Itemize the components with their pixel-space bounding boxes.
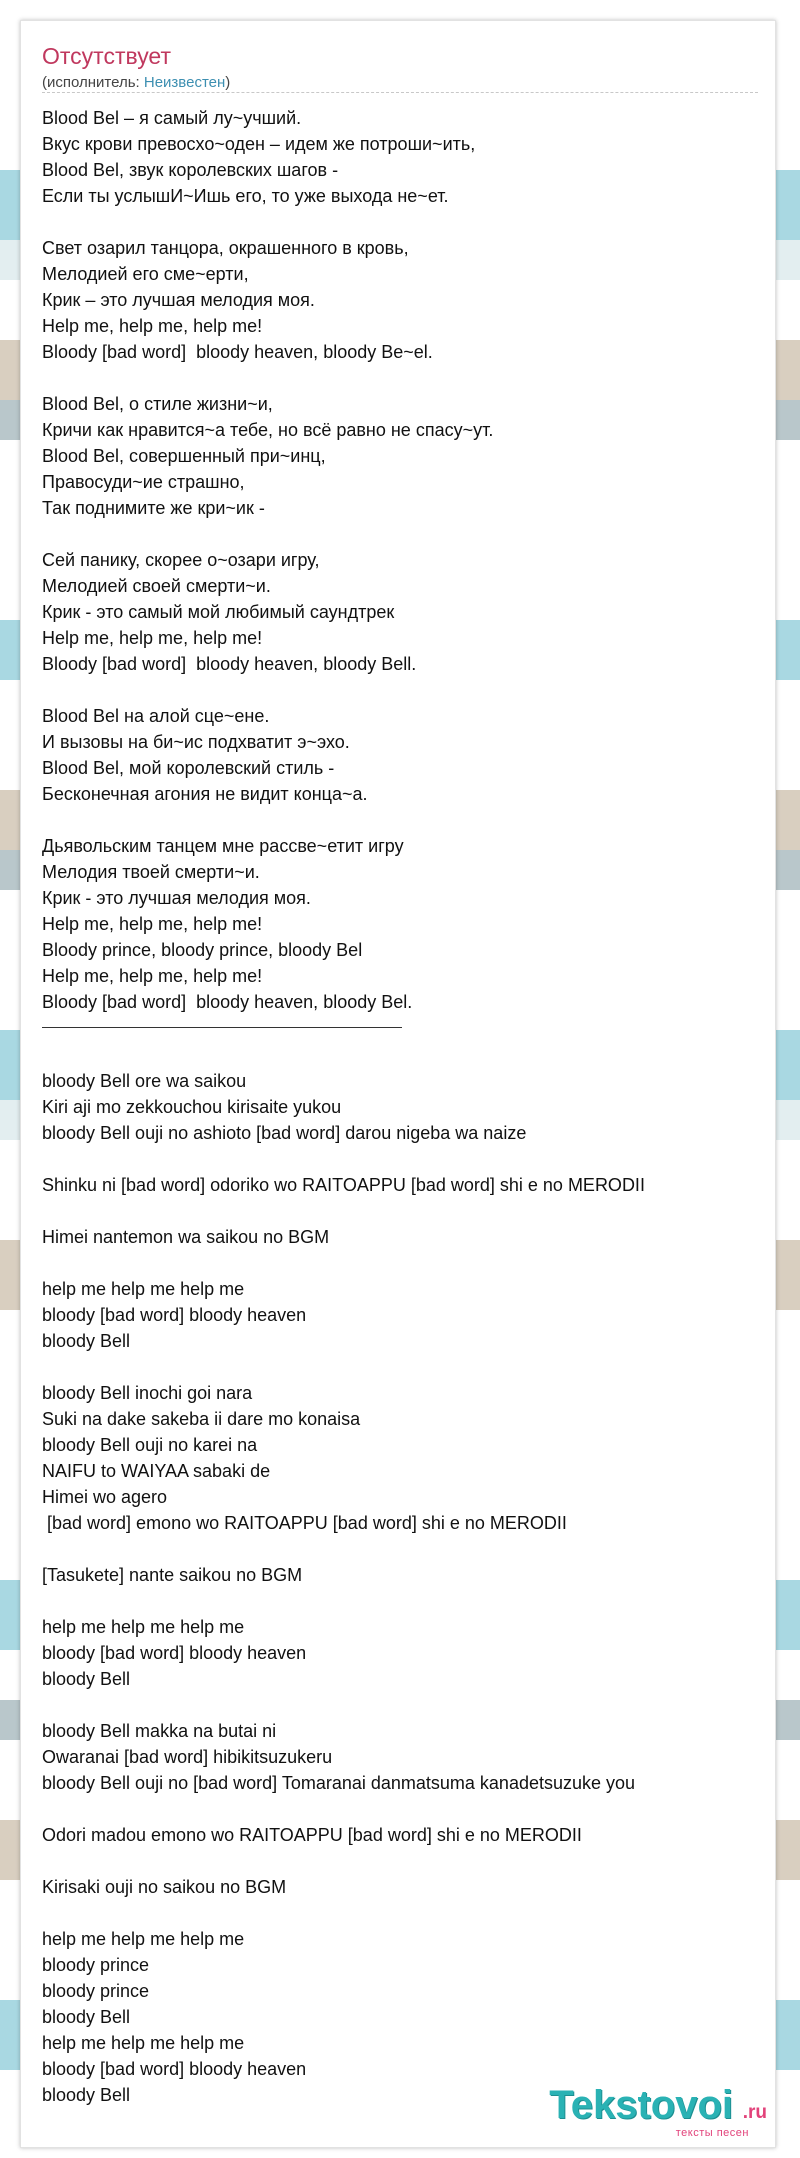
lyrics-stanza: [42, 1276, 762, 1354]
lyrics-line: Owaranai [bad word] hibikitsuzukeru: [42, 1747, 333, 1767]
lyrics-stanza: [42, 1614, 762, 1692]
lyrics-line: bloody Bell ouji no [bad word] Tomaranai danmatsuma kanadetsuzuke you: [42, 1773, 636, 1793]
logo-name: Tekstovoi: [549, 2083, 733, 2127]
lyrics-stanza: [42, 1718, 762, 1796]
lyrics-line: bloody prince: [42, 1955, 150, 1975]
lyrics-line: Kiri aji mo zekkouchou kirisaite yukou: [42, 1097, 342, 1117]
lyrics-romaji: [42, 1068, 762, 2108]
lyrics-line: Мелодия твоей смерти~и.: [42, 862, 260, 882]
lyrics-stanza: [42, 1172, 762, 1198]
lyrics-line: Blood Bel – я самый лу~учший.: [42, 108, 302, 128]
lyrics-stanza: [42, 1874, 762, 1900]
lyrics-stanza: [42, 1380, 762, 1536]
lyrics-stanza: [42, 833, 762, 1015]
lyrics-line: Bloody prince, bloody prince, bloody Bel: [42, 940, 363, 960]
lyrics-stanza: [42, 105, 762, 209]
lyrics-line: bloody [bad word] bloody heaven: [42, 2059, 307, 2079]
lyrics-stanza: [42, 391, 762, 521]
lyrics-line: bloody Bell ouji no karei na: [42, 1435, 258, 1455]
lyrics-line: bloody [bad word] bloody heaven: [42, 1643, 307, 1663]
logo-tagline: тексты песен: [675, 2127, 749, 2139]
lyrics-line: Blood Bel на алой сце~ене.: [42, 706, 270, 726]
lyrics-line: Мелодией его сме~ерти,: [42, 264, 249, 284]
lyrics-line: Дьявольским танцем мне рассве~етит игру: [42, 836, 404, 856]
lyrics-line: bloody Bell inochi goi nara: [42, 1383, 253, 1403]
lyrics-stanza: [42, 1926, 762, 2108]
lyrics-line: bloody Bell: [42, 2085, 131, 2105]
lyrics-line: Blood Bel, о стиле жизни~и,: [42, 394, 273, 414]
lyrics-line: bloody Bell: [42, 1331, 131, 1351]
lyrics-line: bloody Bell: [42, 1669, 131, 1689]
lyrics-stanza: [42, 1224, 762, 1250]
lyrics-stanza: [42, 1562, 762, 1588]
lyrics-line: Blood Bel, совершенный при~инц,: [42, 446, 326, 466]
lyrics-line: Help me, help me, help me!: [42, 628, 263, 648]
lyrics-line: bloody prince: [42, 1981, 150, 2001]
artist-prefix: (исполнитель:: [42, 74, 144, 91]
lyrics-line: Himei nantemon wa saikou no BGM: [42, 1227, 330, 1247]
lyrics-line: help me help me help me: [42, 1929, 245, 1949]
lyrics-line: Blood Bel, мой королевский стиль -: [42, 758, 335, 778]
lyrics-translation: [42, 105, 762, 1015]
lyrics-line: help me help me help me: [42, 2033, 245, 2053]
lyrics-line: Крик - это лучшая мелодия моя.: [42, 888, 311, 908]
artist-line: [42, 74, 230, 91]
lyrics-line: Help me, help me, help me!: [42, 966, 263, 986]
artist-link[interactable]: Неизвестен: [143, 74, 226, 91]
lyrics-line: Правосуди~ие страшно,: [42, 472, 245, 492]
lyrics-stanza: [42, 547, 762, 677]
lyrics-line: help me help me help me: [42, 1279, 245, 1299]
lyrics-line: Suki na dake sakeba ii dare mo konaisa: [42, 1409, 361, 1429]
lyrics-line: Крик – это лучшая мелодия моя.: [42, 290, 315, 310]
lyrics-body: [42, 105, 762, 2134]
lyrics-stanza: [42, 235, 762, 365]
lyrics-line: Кричи как нравится~а тебе, но всё равно не спасу~ут.: [42, 420, 494, 440]
lyrics-line: Kirisaki ouji no saikou no BGM: [42, 1877, 287, 1897]
lyrics-line: Свет озарил танцора, окрашенного в кровь,: [42, 238, 409, 258]
lyrics-line: bloody Bell makka na butai ni: [42, 1721, 277, 1741]
lyrics-line: Если ты услышИ~Ишь его, то уже выхода не~ет.: [42, 186, 449, 206]
title-divider: [42, 92, 758, 93]
lyrics-line: bloody Bell: [42, 2007, 131, 2027]
tekstovoi-logo[interactable]: [531, 2083, 767, 2143]
lyrics-line: Blood Bel, звук королевских шагов -: [42, 160, 339, 180]
lyrics-stanza: [42, 703, 762, 807]
lyrics-line: bloody Bell ore wa saikou: [42, 1071, 247, 1091]
section-divider: [42, 1027, 402, 1028]
lyrics-line: Shinku ni [bad word] odoriko wo RAITOAPPU [bad word] shi e no MERODII: [42, 1175, 645, 1195]
lyrics-line: NAIFU to WAIYAA sabaki de: [42, 1461, 271, 1481]
lyrics-line: Бесконечная агония не видит конца~а.: [42, 784, 368, 804]
lyrics-line: Bloody [bad word] bloody heaven, bloody Bel.: [42, 992, 413, 1012]
lyrics-line: Bloody [bad word] bloody heaven, bloody Be~el.: [42, 342, 433, 362]
lyrics-line: Bloody [bad word] bloody heaven, bloody Bell.: [42, 654, 417, 674]
lyrics-stanza: [42, 1822, 762, 1848]
lyrics-line: Odori madou emono wo RAITOAPPU [bad word] shi e no MERODII: [42, 1825, 582, 1845]
lyrics-line: [Tasukete] nante saikou no BGM: [42, 1565, 303, 1585]
lyrics-line: bloody Bell ouji no ashioto [bad word] darou nigeba wa naize: [42, 1123, 527, 1143]
lyrics-line: Вкус крови превосхо~оден – идем же потроши~ить,: [42, 134, 476, 154]
logo-tld: .ru: [742, 2102, 767, 2123]
lyrics-line: bloody [bad word] bloody heaven: [42, 1305, 307, 1325]
lyrics-line: Мелодией своей смерти~и.: [42, 576, 271, 596]
lyrics-card: [20, 20, 776, 2148]
lyrics-line: Himei wo agero: [42, 1487, 168, 1507]
lyrics-stanza: [42, 1068, 762, 1146]
lyrics-line: Крик - это самый мой любимый саундтрек: [42, 602, 395, 622]
lyrics-line: Так поднимите же кри~ик -: [42, 498, 265, 518]
lyrics-line: Help me, help me, help me!: [42, 316, 263, 336]
lyrics-line: Help me, help me, help me!: [42, 914, 263, 934]
lyrics-line: Сей панику, скорее о~озари игру,: [42, 550, 320, 570]
lyrics-line: help me help me help me: [42, 1617, 245, 1637]
artist-suffix: ): [225, 74, 231, 91]
song-title: Отсутствует: [42, 43, 171, 69]
lyrics-line: [bad word] emono wo RAITOAPPU [bad word] shi e no MERODII: [42, 1513, 567, 1533]
lyrics-line: И вызовы на би~ис подхватит э~эхо.: [42, 732, 350, 752]
